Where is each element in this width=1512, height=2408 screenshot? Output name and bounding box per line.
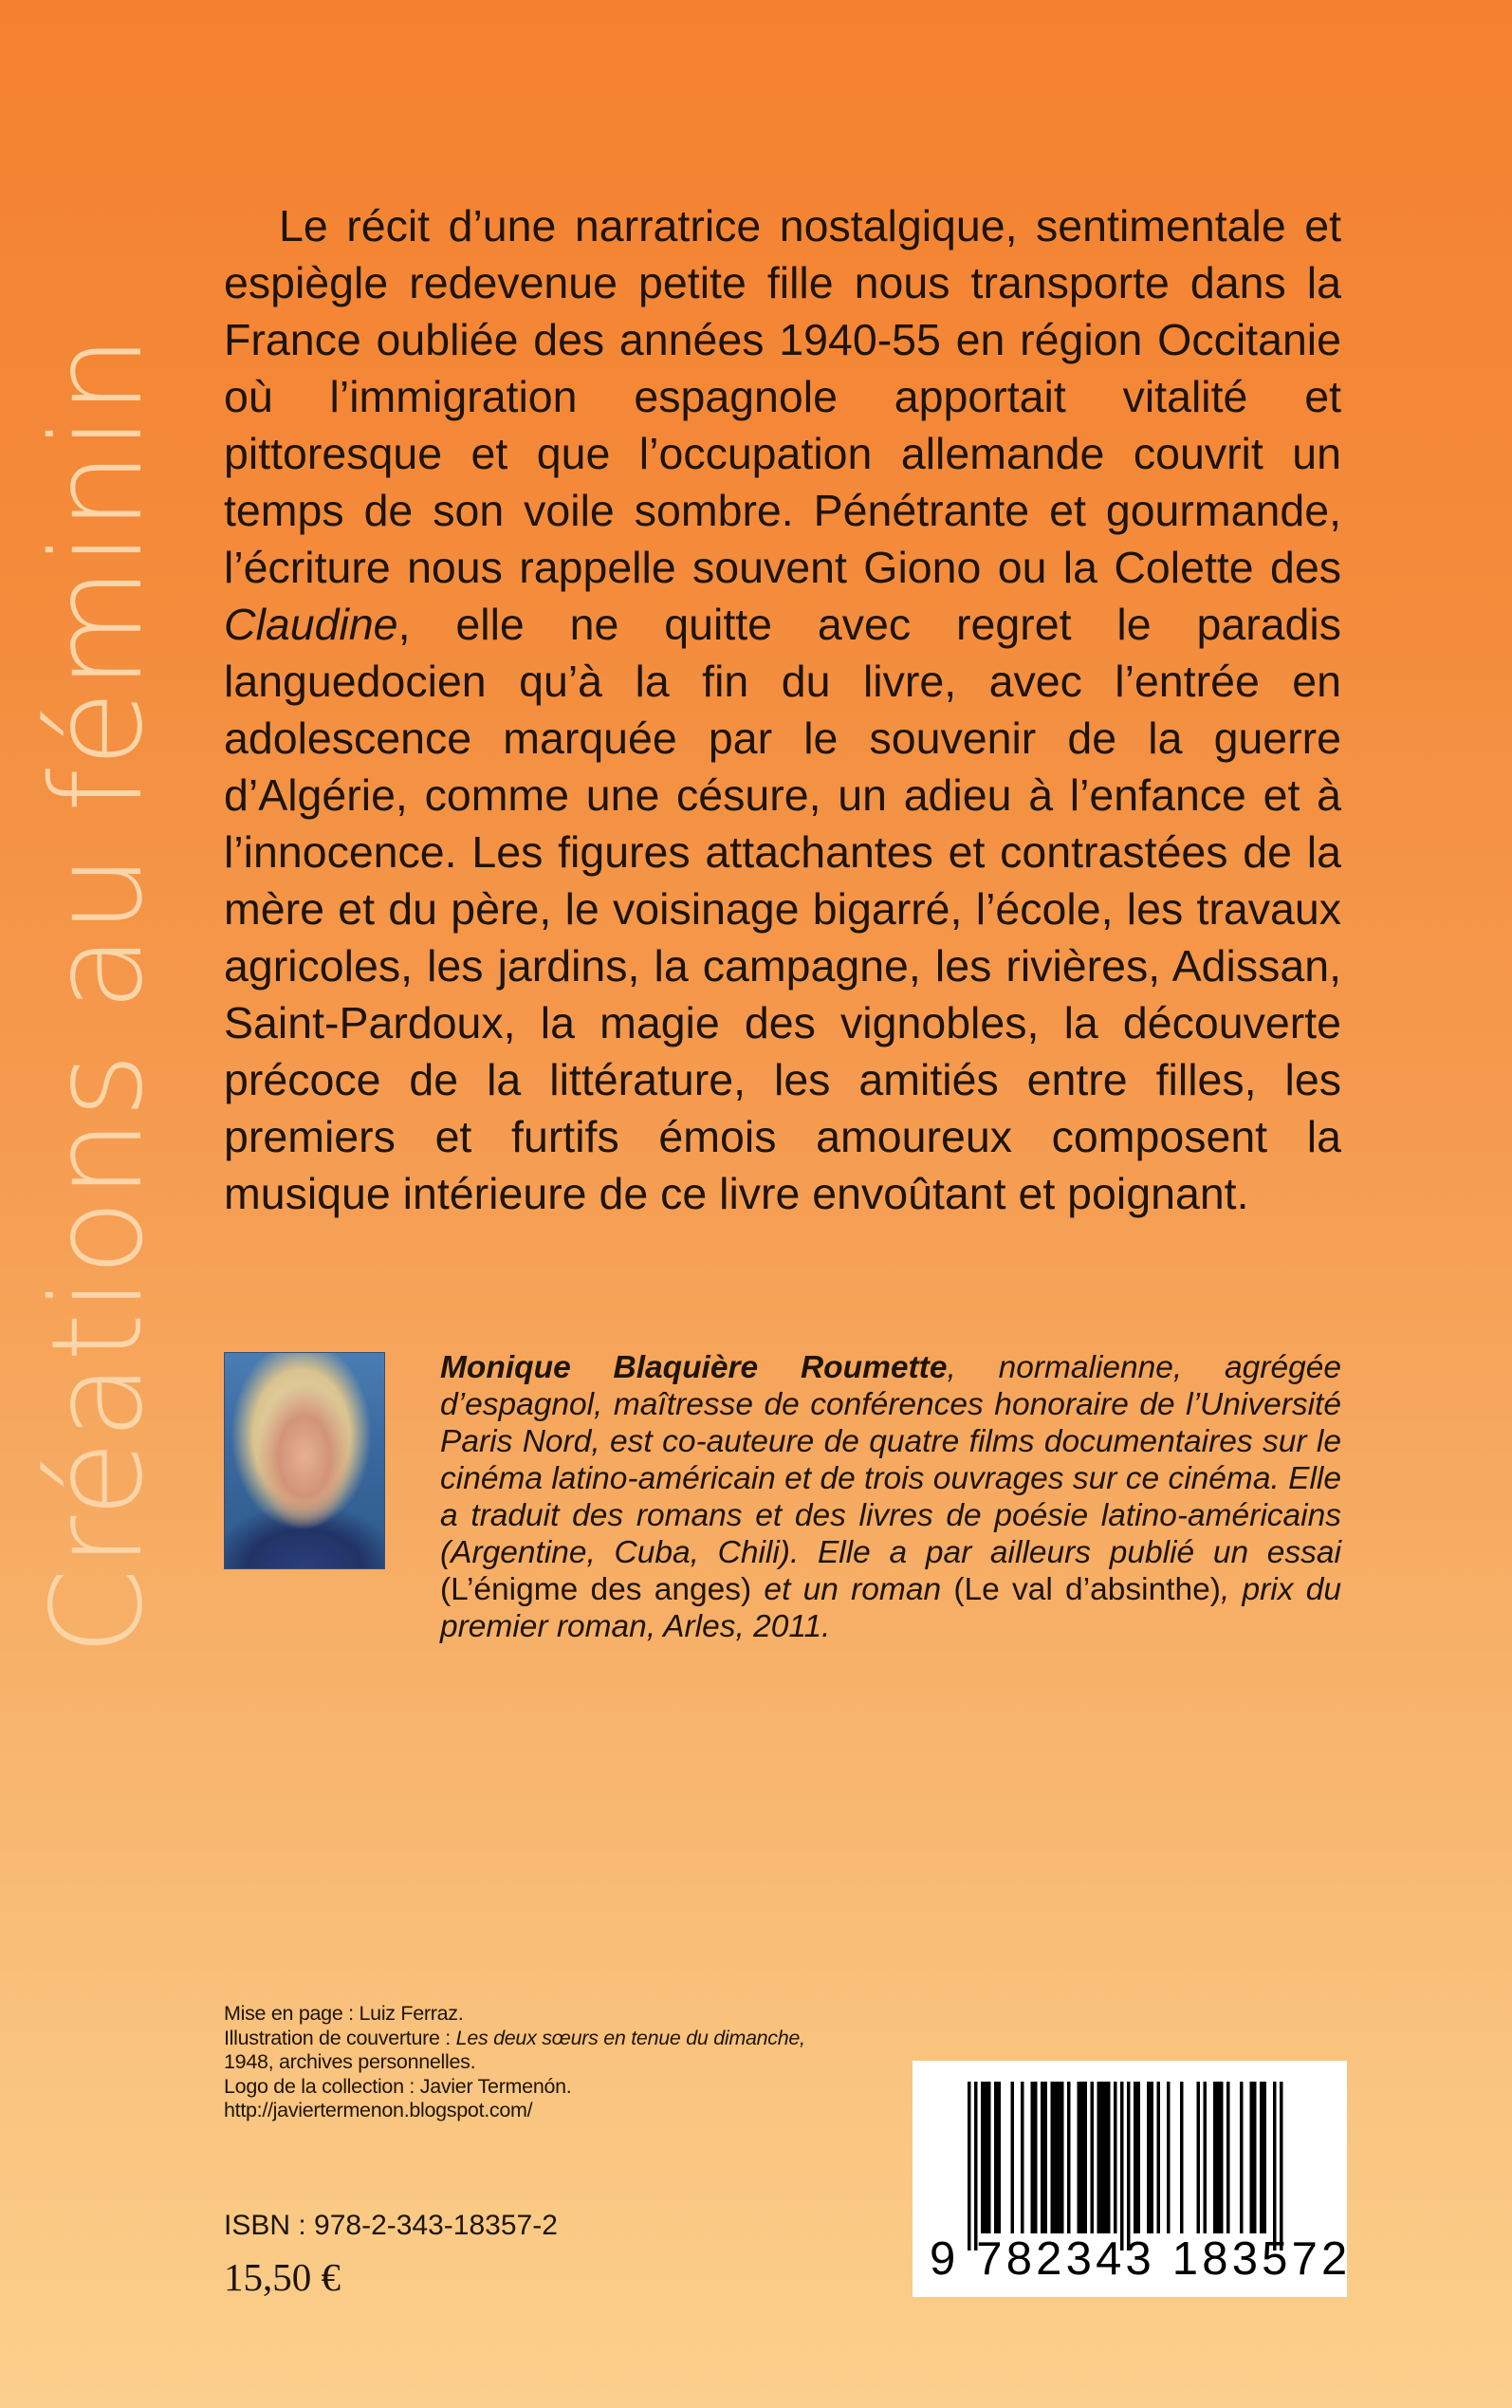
barcode-bar (998, 2082, 1002, 2233)
author-bio-part-2: et un roman (751, 1572, 954, 1607)
blurb-italic-title: Claudine (224, 600, 398, 649)
back-cover-blurb (224, 197, 1341, 1222)
barcode-bar (987, 2082, 991, 2233)
credit-logo: Logo de la collection : Javier Termenón. (224, 2074, 572, 2098)
barcode-bar (1204, 2082, 1208, 2233)
barcode-digits: 9 782343 183572 (930, 2233, 1352, 2285)
barcode-bar (974, 2082, 978, 2251)
blurb-text-part-1: Le récit d’une narratrice nostalgique, sentimentale et espiègle redevenue petite fille nous transporte dans la France oubliée des années 1940-55 en région Occitanie où l’immigration espagnole apportait vitalité et pittoresque et que l’occupation allemande couvrit un temps de son voile sombre. Pénétrante et gourmande, l’écriture nous rappelle souvent Giono ou la Colette des (224, 201, 1341, 592)
barcode-bar (1011, 2082, 1015, 2233)
barcode-bar (1263, 2082, 1267, 2233)
barcode-bar (1280, 2082, 1283, 2251)
credit-url: http://javiertermenon.blogspot.com/ (224, 2099, 533, 2121)
credit-illustration-suffix: 1948, archives personnelles. (224, 2050, 476, 2073)
barcode-bar (1097, 2082, 1101, 2233)
credit-illustration (224, 2027, 907, 2051)
barcode-bar (1051, 2082, 1055, 2233)
barcode-bar (1034, 2082, 1038, 2233)
barcode-bar (981, 2082, 985, 2233)
barcode-bar (1240, 2082, 1244, 2233)
barcode-bar (1058, 2082, 1061, 2233)
credit-illustration-title: Les deux sœurs en tenue du dimanche, (455, 2026, 805, 2049)
author-bio (440, 1349, 1341, 1645)
barcode-bar (1226, 2082, 1230, 2233)
barcode-bar (1220, 2082, 1224, 2233)
barcode-bar (1067, 2082, 1071, 2233)
barcode-bar (1213, 2082, 1217, 2233)
isbn: ISBN : 978-2-343-18357-2 (224, 2210, 558, 2241)
barcode-bar (1091, 2082, 1095, 2233)
barcode-bar (985, 2082, 988, 2233)
author-name: Monique Blaquière Roumette (440, 1350, 948, 1385)
barcode-bar (1273, 2082, 1277, 2251)
barcode-bar (1250, 2082, 1254, 2233)
barcode-bar (1044, 2082, 1048, 2233)
barcode-bar (1197, 2082, 1201, 2233)
author-bio-part-3: , prix du premier roman, Arles, 2011. (440, 1572, 1341, 1644)
barcode-bar (1100, 2082, 1104, 2233)
barcode-bar (1127, 2082, 1131, 2251)
barcode-bar (1167, 2082, 1171, 2233)
barcode (913, 2061, 1352, 2297)
credit-illustration-prefix: Illustration de couverture : (224, 2026, 456, 2049)
barcode-bar (1260, 2082, 1263, 2233)
blurb-text-part-2: , elle ne quitte avec regret le paradis languedocien qu’à la fin du livre, avec l’entrée en adolescence marquée par le souvenir de la guerre d’Algérie, comme une césure, un adieu à l’enfance et à l’innocence. Les figures attachantes et contrastées de la mère et du père, le voisinage bigarré, l’école, les travaux agricoles, les jardins, la campagne, les rivières, Adissan, Saint-Pardoux, la magie des vignobles, la découverte précoce de la littérature, les amitiés entre filles, les premiers et furtifs émois amoureux composent la musique intérieure de ce livre envoûtant et poignant. (224, 600, 1341, 1218)
barcode-bar (1104, 2082, 1108, 2233)
barcode-bar (1084, 2082, 1088, 2233)
barcode-bar (1253, 2082, 1257, 2233)
barcode-bar (1080, 2082, 1084, 2233)
barcode-bar (1021, 2082, 1024, 2233)
price: 15,50 € (224, 2255, 341, 2299)
barcode-bar (968, 2082, 971, 2251)
credits-block (224, 2002, 907, 2123)
barcode-bar (1041, 2082, 1044, 2233)
barcode-bar (1147, 2082, 1151, 2233)
author-work-essay: (L’énigme des anges) (440, 1572, 752, 1607)
author-photo (224, 1352, 385, 1569)
author-bio-part-1: , normalienne, agrégée d’espagnol, maîtresse de conférences honoraire de l’Université Paris Nord, est co-auteure de quatre films documentaires sur le cinéma latino-américain et de trois ouvrages sur ce cinéma. Elle a traduit des romans et des livres de poésie latino-américains (Argentine, Cuba, Chili). Elle a par ailleurs publié un essai (440, 1350, 1341, 1570)
barcode-bar (1060, 2082, 1064, 2233)
barcode-bar (1217, 2082, 1221, 2233)
barcode-bar (1078, 2082, 1081, 2233)
barcode-bar (1134, 2082, 1137, 2233)
barcode-bar (994, 2082, 998, 2233)
barcode-bar (1054, 2082, 1058, 2233)
barcode-bar (1157, 2082, 1161, 2233)
barcode-bar (1031, 2082, 1035, 2233)
barcode-bar (1120, 2082, 1124, 2251)
barcode-bar (1114, 2082, 1117, 2233)
author-work-novel: (Le val d’absinthe) (953, 1572, 1221, 1607)
barcode-bar (1107, 2082, 1111, 2233)
credit-layout: Mise en page : Luiz Ferraz. (224, 2002, 464, 2025)
barcode-bar (1151, 2082, 1154, 2233)
barcode-bar (1180, 2082, 1184, 2233)
barcode-bar (1137, 2082, 1141, 2233)
collection-spine-title: Créations au féminin (25, 334, 171, 1656)
